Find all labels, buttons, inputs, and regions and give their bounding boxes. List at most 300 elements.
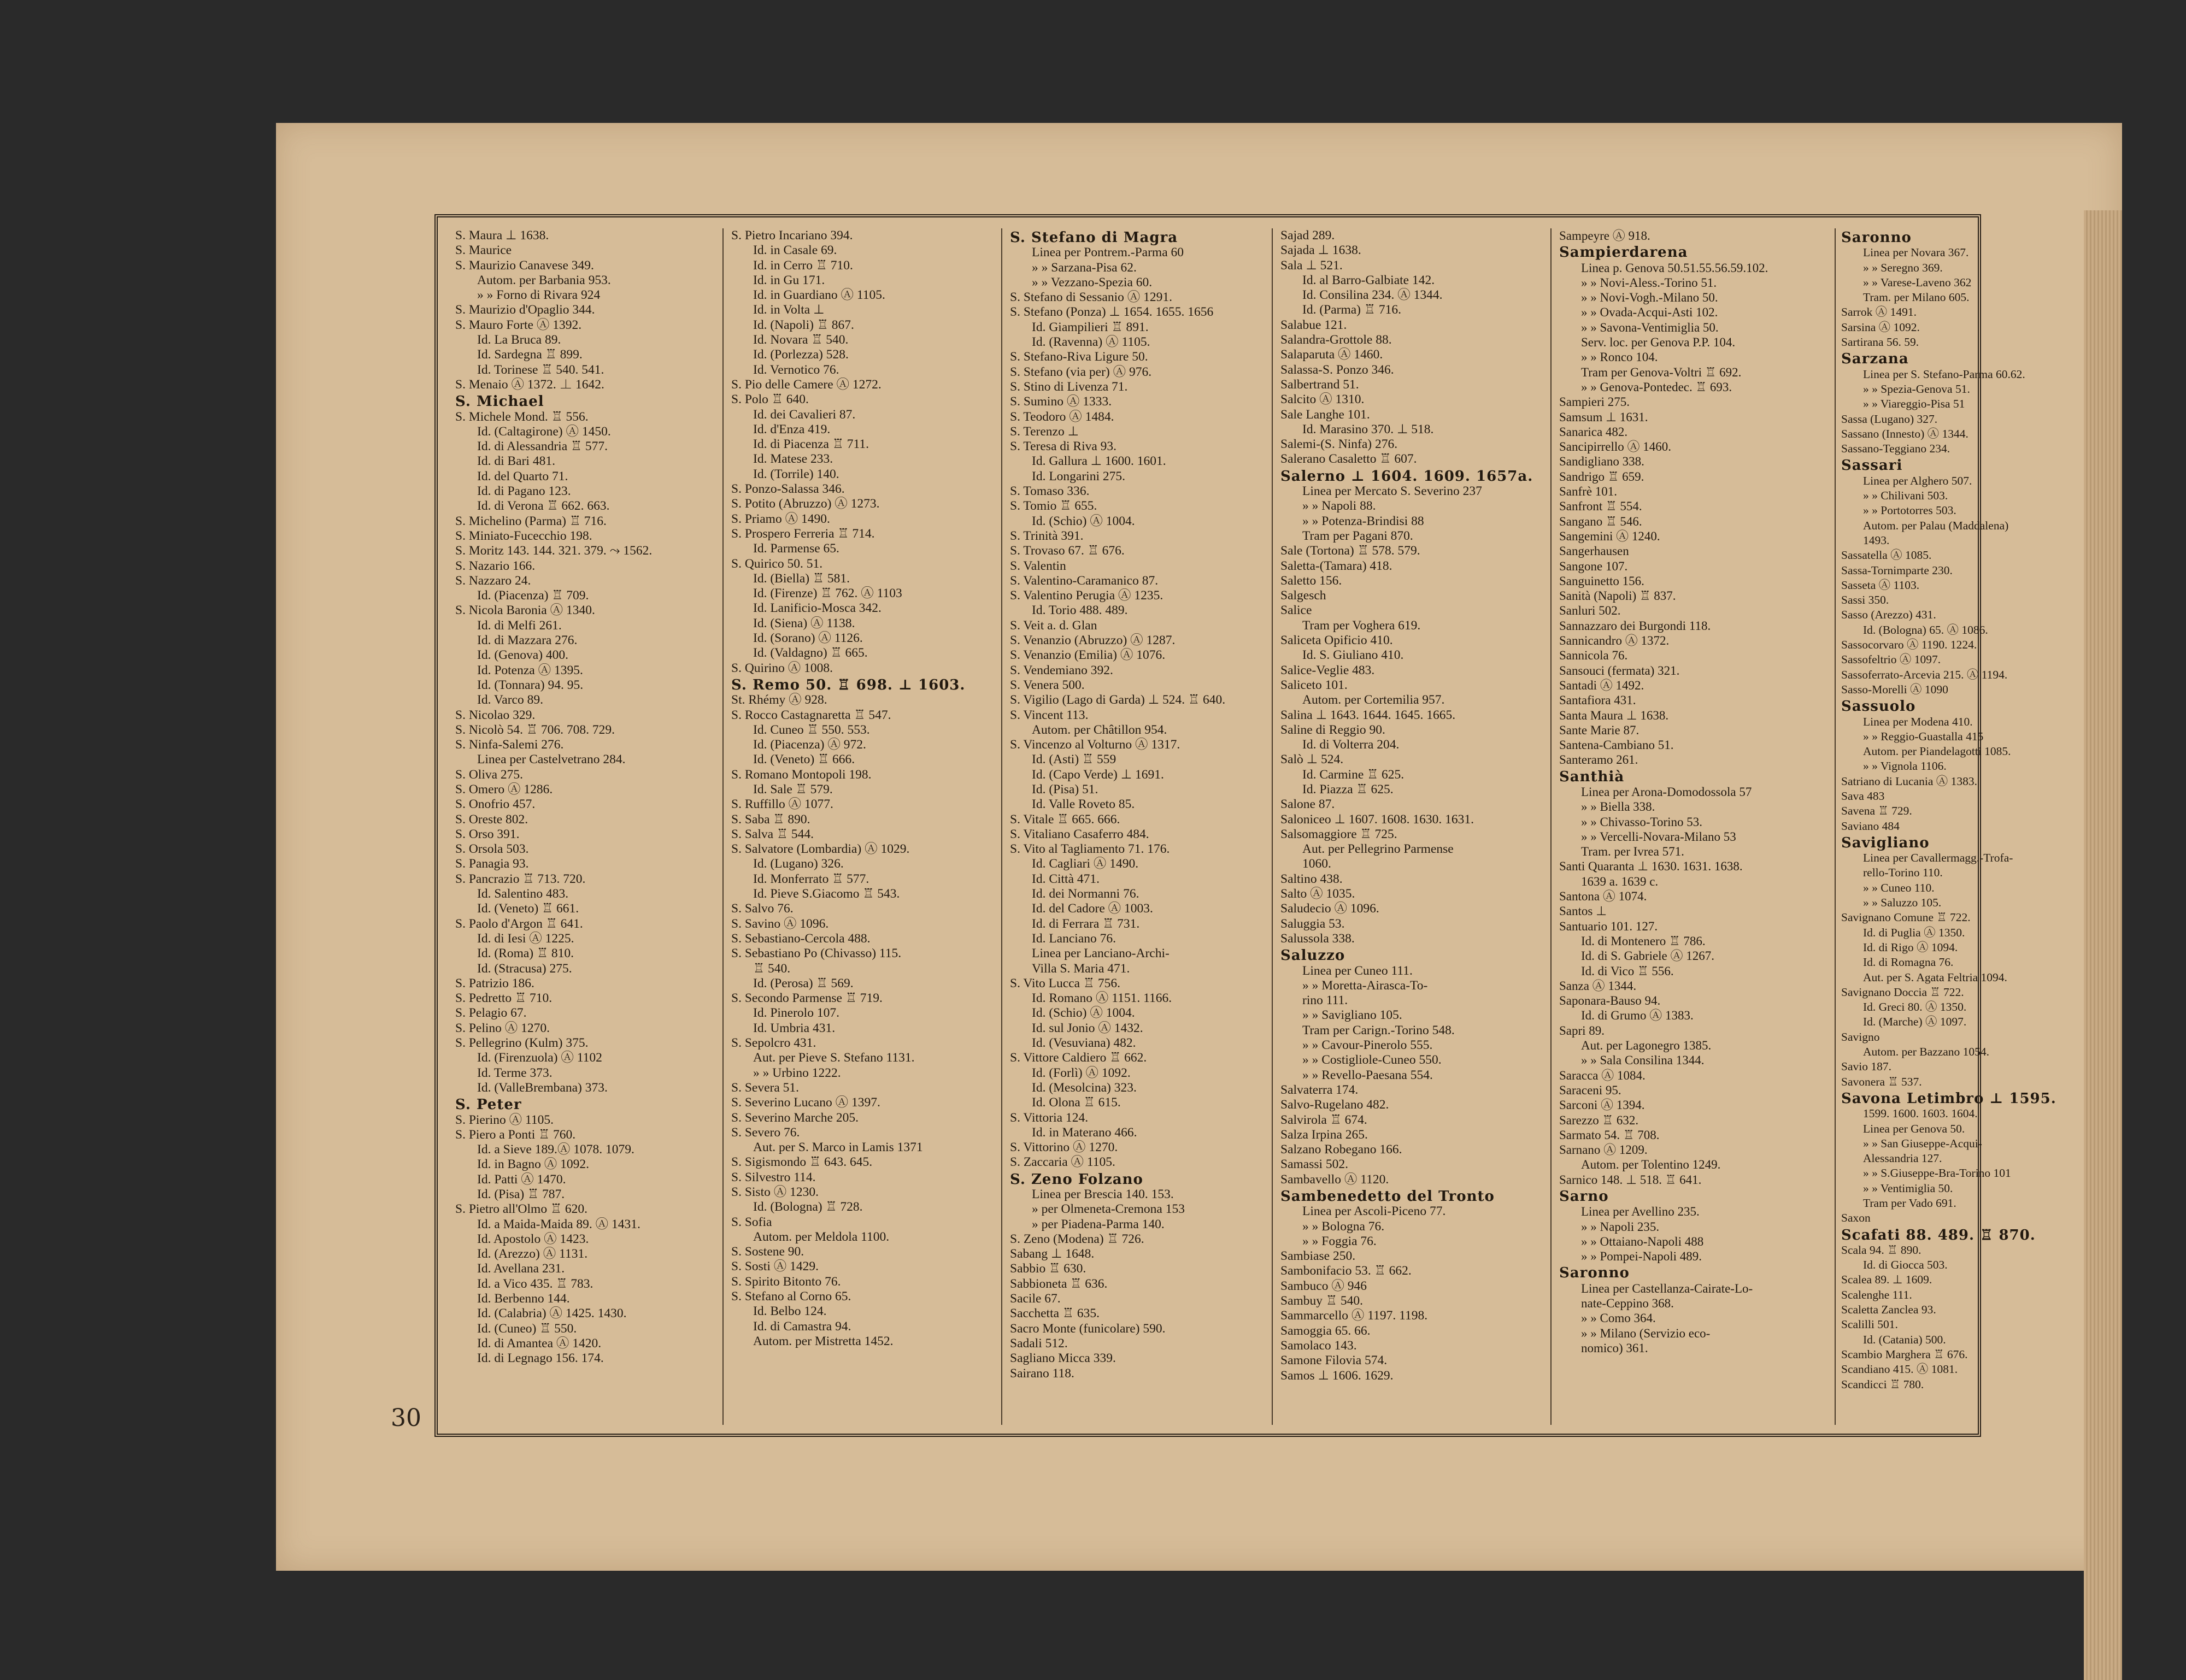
index-entry: Id. Carmine ♖ 625.	[1302, 767, 1405, 782]
index-entry: S. Valentino-Caramanico 87.	[1010, 573, 1159, 588]
index-entry: S. Oreste 802.	[455, 812, 528, 827]
index-entry: Id. Lanificio-Mosca 342.	[753, 601, 882, 616]
index-entry: Sarnico 148. ⊥ 518. ♖ 641.	[1559, 1172, 1702, 1187]
index-entry: Sanluri 502.	[1559, 604, 1621, 618]
index-entry: S. Miniato-Fucecchio 198.	[455, 528, 592, 543]
index-entry: Id. in Materano 466.	[1032, 1125, 1137, 1140]
index-entry: S. Stefano al Corno 65.	[731, 1289, 851, 1304]
index-entry: Sadali 512.	[1010, 1336, 1068, 1351]
index-entry: Id. Matese 233.	[753, 452, 833, 467]
index-entry: Scandiano 415. Ⓐ 1081.	[1841, 1363, 1958, 1376]
index-entry: Linea per S. Stefano-Parma 60.62.	[1863, 367, 2025, 381]
index-entry: Saraceni 95.	[1559, 1083, 1621, 1097]
index-entry: Id. in Guardiano Ⓐ 1105.	[753, 288, 885, 303]
index-entry: Saludecio Ⓐ 1096.	[1280, 901, 1379, 916]
index-entry: Aut. per S. Marco in Lamis 1371	[753, 1140, 923, 1155]
index-entry: Id. Cagliari Ⓐ 1490.	[1032, 857, 1139, 871]
index-heading: S. Michael	[455, 393, 544, 410]
index-entry: Sassatella Ⓐ 1085.	[1841, 549, 1932, 562]
index-entry: Tram per Voghera 619.	[1302, 618, 1421, 633]
index-entry: Autom. per Barbania 953.	[477, 273, 611, 287]
index-entry: » » Pompei-Napoli 489.	[1581, 1249, 1702, 1264]
index-entry: S. Venanzio (Emilia) Ⓐ 1076.	[1010, 648, 1166, 663]
index-entry: Sartirana 56. 59.	[1841, 335, 1919, 349]
index-entry: S. Sofia	[731, 1215, 772, 1229]
index-entry: S. Quirino Ⓐ 1008.	[731, 661, 833, 675]
index-entry: Sarconi Ⓐ 1394.	[1559, 1098, 1645, 1112]
index-entry: Linea per Lanciano-Archi-	[1032, 946, 1170, 961]
index-entry: S. Ninfa-Salemi 276.	[455, 738, 564, 752]
index-entry: Sabbio ♖ 630.	[1010, 1262, 1086, 1276]
index-entry: S. Oliva 275.	[455, 767, 524, 782]
index-entry: S. Vito Lucca ♖ 756.	[1010, 976, 1120, 991]
index-entry: Linea per Cavallermagg.-Trofa-	[1863, 851, 2013, 865]
index-entry: S. Panagia 93.	[455, 857, 529, 871]
index-entry: Salussola 338.	[1280, 931, 1355, 946]
index-entry: Sale Langhe 101.	[1280, 407, 1370, 422]
index-entry: Id. Umbria 431.	[753, 1021, 836, 1035]
index-entry: Id. Torio 488. 489.	[1032, 603, 1128, 618]
index-entry: Id. (Bologna) 65. Ⓐ 1086.	[1863, 623, 1988, 636]
index-entry: S. Maurizio d'Opaglio 344.	[455, 303, 595, 317]
index-entry: » » Spezia-Genova 51.	[1863, 382, 1970, 396]
index-entry: Tram. per Milano 605.	[1863, 291, 1970, 304]
index-entry: Id. di Puglia Ⓐ 1350.	[1863, 926, 1965, 939]
index-entry: Sacchetta ♖ 635.	[1010, 1306, 1100, 1321]
index-entry: Id. (Piacenza) ♖ 709.	[477, 588, 589, 603]
index-entry: Aut. per Pellegrino Parmense	[1302, 842, 1454, 857]
index-entry: S. Trinità 391.	[1010, 528, 1084, 543]
index-entry: » » Sala Consilina 1344.	[1581, 1053, 1705, 1068]
index-entry: Id. (Forlì) Ⓐ 1092.	[1032, 1065, 1131, 1080]
index-entry: Sala ⊥ 521.	[1280, 258, 1343, 273]
index-entry: Sarrok Ⓐ 1491.	[1841, 305, 1917, 319]
index-entry: Id. (Porlezza) 528.	[753, 347, 849, 362]
index-entry: » » Moretta-Airasca-To-	[1302, 978, 1428, 993]
index-entry: Id. Marasino 370. ⊥ 518.	[1302, 422, 1434, 437]
index-entry: Sammarcello Ⓐ 1197. 1198.	[1280, 1308, 1428, 1323]
index-entry: S. Vittore Caldiero ♖ 662.	[1010, 1051, 1147, 1065]
index-entry: S. Sisto Ⓐ 1230.	[731, 1185, 819, 1199]
index-entry: S. Nicolò 54. ♖ 706. 708. 729.	[455, 722, 615, 737]
index-entry: Id. Pinerolo 107.	[753, 1006, 839, 1021]
index-entry: » » Ovada-Acqui-Asti 102.	[1581, 305, 1718, 320]
index-entry: » » Cavour-Pinerolo 555.	[1302, 1038, 1433, 1053]
index-entry: S. Tomio ♖ 655.	[1010, 499, 1097, 514]
index-entry: » per Olmeneta-Cremona 153	[1032, 1202, 1185, 1217]
index-entry: Id. di S. Gabriele Ⓐ 1267.	[1581, 949, 1715, 963]
index-entry: S. Pellegrino (Kulm) 375.	[455, 1036, 589, 1051]
index-entry: Id. di Ferrara ♖ 731.	[1032, 916, 1140, 931]
index-entry: Sapri 89.	[1559, 1023, 1605, 1038]
index-entry: Salsomaggiore ♖ 725.	[1280, 827, 1397, 841]
index-entry: Linea per Castellanza-Cairate-Lo-	[1581, 1281, 1753, 1295]
index-entry: Id. di Piacenza ♖ 711.	[753, 437, 869, 452]
index-entry: » » Saluzzo 105.	[1863, 896, 1942, 910]
index-entry: S. Salvo 76.	[731, 901, 794, 916]
index-entry: S. Saba ♖ 890.	[731, 812, 810, 827]
index-entry: Sambonifacio 53. ♖ 662.	[1280, 1264, 1412, 1278]
index-entry: Saliceto 101.	[1280, 677, 1348, 692]
index-entry: Id. (Piacenza) Ⓐ 972.	[753, 738, 866, 752]
index-entry: » » Varese-Laveno 362	[1863, 275, 1972, 289]
index-entry: S. Vito al Tagliamento 71. 176.	[1010, 842, 1170, 857]
index-entry: Linea per Brescia 140. 153.	[1032, 1187, 1174, 1201]
index-entry: Id. Città 471.	[1032, 871, 1100, 886]
index-entry: S. Mauro Forte Ⓐ 1392.	[455, 317, 582, 332]
index-entry: Salaparuta Ⓐ 1460.	[1280, 347, 1383, 362]
index-entry: S. Pietro all'Olmo ♖ 620.	[455, 1202, 588, 1217]
index-entry: Satriano di Lucania Ⓐ 1383.	[1841, 774, 1977, 788]
index-entry: Salbertrand 51.	[1280, 377, 1359, 392]
index-entry: Id. (Asti) ♖ 559	[1032, 752, 1116, 767]
index-entry: S. Maurice	[455, 243, 512, 258]
index-entry: S. Priamo Ⓐ 1490.	[731, 511, 830, 526]
index-entry: Sante Marie 87.	[1559, 723, 1640, 737]
index-entry: Id. al Barro-Galbiate 142.	[1302, 273, 1435, 287]
index-entry: » » Savona-Ventimiglia 50.	[1581, 320, 1719, 334]
index-entry: S. Vincenzo al Volturno Ⓐ 1317.	[1010, 738, 1180, 752]
index-entry: » » Sarzana-Pisa 62.	[1032, 260, 1137, 275]
index-entry: Sangerhausen	[1559, 544, 1629, 558]
index-entry: Saracca Ⓐ 1084.	[1559, 1068, 1646, 1082]
index-entry: S. Maurizio Canavese 349.	[455, 258, 594, 273]
index-entry: Sannazzaro dei Burgondi 118.	[1559, 618, 1711, 633]
index-entry: S. Salva ♖ 544.	[731, 827, 814, 841]
index-entry: Sannicandro Ⓐ 1372.	[1559, 634, 1670, 648]
index-entry: Id. (Biella) ♖ 581.	[753, 571, 850, 586]
index-entry: Santa Maura ⊥ 1638.	[1559, 708, 1669, 722]
index-entry: Sabang ⊥ 1648.	[1010, 1247, 1095, 1262]
index-entry: Salabue 121.	[1280, 317, 1347, 332]
index-entry: Savignano Doccia ♖ 722.	[1841, 985, 1964, 999]
index-entry: S. Romano Montopoli 198.	[731, 767, 872, 782]
index-entry: Id. (Catania) 500.	[1863, 1333, 1946, 1346]
index-entry: Id. in Cerro ♖ 710.	[753, 258, 853, 273]
index-entry: » » Ottaiano-Napoli 488	[1581, 1234, 1704, 1248]
index-entry: Id. di Verona ♖ 662. 663.	[477, 499, 610, 514]
index-entry: Sanguinetto 156.	[1559, 574, 1644, 588]
index-entry: » per Piadena-Parma 140.	[1032, 1217, 1165, 1231]
index-entry: Sale (Tortona) ♖ 578. 579.	[1280, 544, 1420, 558]
index-entry: Sangano ♖ 546.	[1559, 514, 1642, 528]
index-entry: Sassi 350.	[1841, 593, 1889, 607]
index-entry: Autom. per Cortemilia 957.	[1302, 693, 1445, 708]
index-entry: S. Sigismondo ♖ 643. 645.	[731, 1155, 873, 1170]
index-entry: S. Quirico 50. 51.	[731, 556, 823, 571]
index-entry: Santeramo 261.	[1559, 753, 1638, 767]
index-entry: S. Rocco Castagnaretta ♖ 547.	[731, 708, 891, 722]
page-edge	[2084, 210, 2122, 1680]
index-entry: Id. Lanciano 76.	[1032, 931, 1116, 946]
index-entry: Id. S. Giuliano 410.	[1302, 648, 1404, 663]
index-entry: S. Pancrazio ♖ 713. 720.	[455, 871, 586, 886]
index-entry: » » Portotorres 503.	[1863, 504, 1956, 517]
index-entry: Saviano 484	[1841, 819, 1900, 833]
index-entry: Salerano Casaletto ♖ 607.	[1280, 452, 1417, 467]
index-entry: Id. Potenza Ⓐ 1395.	[477, 663, 583, 677]
index-entry: Salone 87.	[1280, 797, 1335, 812]
index-entry: S. Menaio Ⓐ 1372. ⊥ 1642.	[455, 377, 604, 392]
index-entry: Savena ♖ 729.	[1841, 804, 1912, 818]
index-entry: Id. Romano Ⓐ 1151. 1166.	[1032, 991, 1172, 1006]
index-entry: Id. di Grumo Ⓐ 1383.	[1581, 1009, 1694, 1023]
index-entry: Sanarica 482.	[1559, 425, 1628, 439]
index-entry: Sanfront ♖ 554.	[1559, 499, 1642, 514]
index-entry: Id. Avellana 231.	[477, 1262, 565, 1276]
index-entry: Id. (Firenze) ♖ 762. Ⓐ 1103	[753, 586, 902, 601]
index-entry: Id. (Veneto) ♖ 661.	[477, 901, 579, 916]
index-entry: » » Costigliole-Cuneo 550.	[1302, 1053, 1442, 1068]
index-entry: » » Chivasso-Torino 53.	[1581, 815, 1702, 829]
index-entry: » » Novi-Vogh.-Milano 50.	[1581, 291, 1718, 305]
index-column-4	[1272, 228, 1550, 1425]
index-entry: Sacile 67.	[1010, 1292, 1061, 1306]
index-entry: S. Patrizio 186.	[455, 976, 534, 991]
index-entry: » » Napoli 88.	[1302, 499, 1376, 514]
index-entry: Sava 483	[1841, 789, 1885, 803]
index-entry: S. Stefano-Riva Ligure 50.	[1010, 350, 1148, 364]
index-entry: Id. (Tonnara) 94. 95.	[477, 677, 584, 692]
index-heading: Sambenedetto del Tronto	[1280, 1188, 1495, 1205]
index-entry: » » Vercelli-Novara-Milano 53	[1581, 829, 1736, 844]
index-entry: Id. (Roma) ♖ 810.	[477, 946, 574, 961]
index-entry: S. Potito (Abruzzo) Ⓐ 1273.	[731, 497, 880, 511]
index-entry: Id. La Bruca 89.	[477, 333, 561, 347]
index-entry: » » Urbino 1222.	[753, 1065, 841, 1080]
index-entry: Id. a Vico 435. ♖ 783.	[477, 1276, 593, 1291]
index-entry: Id. di Volterra 204.	[1302, 738, 1400, 752]
index-entry: Id. (Ravenna) Ⓐ 1105.	[1032, 335, 1150, 350]
index-entry: Id. (Mesolcina) 323.	[1032, 1080, 1137, 1095]
index-entry: Sandrigo ♖ 659.	[1559, 469, 1644, 484]
index-entry: Santuario 101. 127.	[1559, 919, 1658, 933]
index-entry: St. Rhémy Ⓐ 928.	[731, 693, 827, 708]
index-entry: Id. Vernotico 76.	[753, 362, 839, 377]
index-entry: Sassano-Teggiano 234.	[1841, 442, 1950, 456]
index-entry: Autom. per Tolentino 1249.	[1581, 1158, 1721, 1172]
index-entry: Id. di Legnago 156. 174.	[477, 1351, 604, 1366]
index-entry: Scaletta Zanclea 93.	[1841, 1303, 1936, 1317]
index-entry: Id. in Bagno Ⓐ 1092.	[477, 1157, 589, 1172]
index-entry: S. Onofrio 457.	[455, 797, 536, 812]
index-entry: 1599. 1600. 1603. 1604.	[1863, 1107, 1978, 1121]
index-entry: Salemi-(S. Ninfa) 276.	[1280, 437, 1398, 452]
index-entry: Aut. per Pieve S. Stefano 1131.	[753, 1051, 915, 1065]
index-entry: Id. Novara ♖ 540.	[753, 333, 849, 347]
index-entry: S. Nazzaro 24.	[455, 573, 531, 588]
index-entry: Id. Terme 373.	[477, 1065, 553, 1080]
index-entry: Tram. per Ivrea 571.	[1581, 845, 1684, 859]
index-entry: S. Stefano (via per) Ⓐ 976.	[1010, 364, 1152, 379]
index-entry: Id. (Arezzo) Ⓐ 1131.	[477, 1247, 588, 1262]
index-entry: S. Michele Mond. ♖ 556.	[455, 409, 589, 424]
index-entry: S. Pietro Incariano 394.	[731, 228, 853, 243]
index-entry: Sambiase 250.	[1280, 1249, 1356, 1264]
index-entry: S. Veit a. d. Glan	[1010, 618, 1097, 633]
index-entry: Id. (Genova) 400.	[477, 648, 569, 663]
index-entry: Saxon	[1841, 1211, 1871, 1225]
index-entry: Salice-Veglie 483.	[1280, 663, 1375, 677]
index-entry: Id. Consilina 234. Ⓐ 1344.	[1302, 288, 1443, 303]
index-entry: Sampeyre Ⓐ 918.	[1559, 229, 1650, 243]
index-entry: S. Paolo d'Argon ♖ 641.	[455, 916, 583, 931]
index-heading: Santhià	[1559, 768, 1625, 785]
index-entry: S. Tomaso 336.	[1010, 484, 1090, 499]
index-entry: Saluggia 53.	[1280, 916, 1345, 931]
index-entry: Tram per Vado 691.	[1863, 1196, 1956, 1210]
index-column-2	[722, 228, 1001, 1425]
index-entry: Id. (Stracusa) 275.	[477, 961, 572, 976]
index-entry: S. Nicola Baronia Ⓐ 1340.	[455, 603, 595, 618]
index-entry: Sangone 107.	[1559, 559, 1628, 573]
index-entry: Scambio Marghera ♖ 676.	[1841, 1347, 1968, 1361]
index-entry: » » Seregno 369.	[1863, 261, 1943, 274]
index-entry: Sasso (Arezzo) 431.	[1841, 608, 1936, 622]
index-entry: S. Valentin	[1010, 558, 1066, 573]
index-entry: Id. (Firenzuola) Ⓐ 1102	[477, 1051, 602, 1065]
index-entry: Sanfrè 101.	[1559, 485, 1618, 499]
index-entry: Autom. per Bazzano 1054.	[1863, 1045, 1990, 1059]
index-heading: Savona Letimbro ⊥ 1595.	[1841, 1090, 2056, 1107]
index-entry: Linea p. Genova 50.51.55.56.59.102.	[1581, 261, 1768, 275]
index-entry: Id. (Siena) Ⓐ 1138.	[753, 616, 855, 630]
index-entry: » » Viareggio-Pisa 51	[1863, 397, 1965, 411]
index-entry: Salò ⊥ 524.	[1280, 752, 1344, 767]
index-heading: Sarzana	[1841, 351, 1909, 368]
index-entry: S. Vigilio (Lago di Garda) ⊥ 524. ♖ 640.	[1010, 693, 1226, 708]
index-entry: S. Ruffillo Ⓐ 1077.	[731, 797, 833, 812]
index-entry: Id. Monferrato ♖ 577.	[753, 871, 869, 886]
index-entry: Salgesch	[1280, 588, 1326, 603]
index-entry: Autom. per Palau (Maddalena)	[1863, 518, 2009, 532]
index-entry: Samone Filovia 574.	[1280, 1353, 1388, 1368]
index-entry: Saloniceo ⊥ 1607. 1608. 1630. 1631.	[1280, 812, 1474, 827]
index-heading: Saronno	[1559, 1265, 1630, 1282]
index-entry: Santona Ⓐ 1074.	[1559, 889, 1647, 904]
index-entry: Scala 94. ♖ 890.	[1841, 1243, 1921, 1257]
index-entry: Id. di Amantea Ⓐ 1420.	[477, 1336, 602, 1351]
index-entry: S. Silvestro 114.	[731, 1170, 816, 1184]
index-entry: » » Como 364.	[1581, 1311, 1656, 1325]
index-entry: Sampieri 275.	[1559, 395, 1630, 409]
index-entry: Id. in Casale 69.	[753, 243, 837, 258]
index-entry: Id. di Giocca 503.	[1863, 1258, 1948, 1272]
index-entry: Id. (Vesuviana) 482.	[1032, 1036, 1136, 1051]
index-entry: Id. di Iesi Ⓐ 1225.	[477, 931, 574, 946]
index-entry: Samsum ⊥ 1631.	[1559, 410, 1648, 424]
index-entry: Santadi Ⓐ 1492.	[1559, 678, 1644, 692]
index-entry: S. Vincent 113.	[1010, 708, 1089, 722]
index-entry: rino 111.	[1302, 993, 1348, 1008]
index-entry: Sassofeltrio Ⓐ 1097.	[1841, 653, 1941, 667]
index-entry: Santos ⊥	[1559, 904, 1607, 918]
index-entry: Linea per Cuneo 111.	[1302, 963, 1413, 978]
index-heading: S. Stefano di Magra	[1010, 229, 1178, 246]
index-entry: Sajada ⊥ 1638.	[1280, 243, 1361, 258]
index-entry: S. Teresa di Riva 93.	[1010, 439, 1117, 454]
index-entry: Id. (Parma) ♖ 716.	[1302, 303, 1401, 317]
index-entry: S. Savino Ⓐ 1096.	[731, 916, 829, 931]
index-entry: Id. Varco 89.	[477, 693, 543, 708]
index-entry: S. Terenzo ⊥	[1010, 424, 1079, 439]
index-entry: S. Sebastiano Po (Chivasso) 115.	[731, 946, 902, 961]
index-entry: Id. Sardegna ♖ 899.	[477, 347, 583, 362]
index-entry: Id. Patti Ⓐ 1470.	[477, 1172, 566, 1187]
index-heading: S. Remo 50. ♖ 698. ⊥ 1603.	[731, 676, 966, 693]
index-entry: S. Pedretto ♖ 710.	[455, 991, 553, 1006]
index-entry: » » Vezzano-Spezia 60.	[1032, 275, 1153, 290]
index-entry: Saline di Reggio 90.	[1280, 722, 1385, 737]
index-entry: Id. (Cuneo) ♖ 550.	[477, 1321, 577, 1336]
index-entry: Samolaco 143.	[1280, 1338, 1357, 1353]
index-entry: S. Sebastiano-Cercola 488.	[731, 931, 871, 946]
page	[276, 123, 2122, 1571]
index-entry: Villa S. Maria 471.	[1032, 961, 1130, 976]
index-entry: Sanità (Napoli) ♖ 837.	[1559, 589, 1676, 603]
index-entry: Id. (Capo Verde) ⊥ 1691.	[1032, 767, 1164, 782]
index-entry: Autom. per Piandelagotti 1085.	[1863, 745, 2011, 758]
index-entry: S. Venanzio (Abruzzo) Ⓐ 1287.	[1010, 633, 1176, 648]
index-entry: S. Piero a Ponti ♖ 760.	[455, 1127, 576, 1142]
index-entry: S. Vittoria 124.	[1010, 1110, 1089, 1125]
index-entry: Sassano (Innesto) Ⓐ 1344.	[1841, 427, 1968, 440]
index-entry: rello-Torino 110.	[1863, 866, 1943, 880]
index-entry: Salina ⊥ 1643. 1644. 1645. 1665.	[1280, 708, 1456, 722]
index-entry: S. Pelagio 67.	[455, 1006, 527, 1021]
index-entry: Id. in Volta ⊥	[753, 303, 825, 317]
index-entry: Sarsina Ⓐ 1092.	[1841, 320, 1920, 334]
index-entry: Sambuy ♖ 540.	[1280, 1294, 1363, 1308]
index-entry: Santena-Cambiano 51.	[1559, 738, 1674, 752]
index-entry: Salzano Robegano 166.	[1280, 1142, 1402, 1157]
index-entry: Id. (Torrile) 140.	[753, 467, 839, 481]
index-entry: Id. di Rigo Ⓐ 1094.	[1863, 940, 1958, 954]
index-entry: S. Severo 76.	[731, 1125, 800, 1140]
index-entry: Id. del Quarto 71.	[477, 469, 568, 484]
index-entry: Id. dei Cavalieri 87.	[753, 407, 856, 422]
index-entry: Id. in Gu 171.	[753, 273, 825, 287]
index-entry: Id. Berbenno 144.	[477, 1292, 570, 1306]
index-entry: Sairano 118.	[1010, 1366, 1074, 1381]
index-heading: Sassari	[1841, 457, 1903, 474]
index-entry: Scalilli 501.	[1841, 1318, 1898, 1331]
index-entry: Id. Apostolo Ⓐ 1423.	[477, 1231, 589, 1246]
index-entry: S. Severino Lucano Ⓐ 1397.	[731, 1095, 880, 1110]
index-entry: S. Sostene 90.	[731, 1245, 804, 1259]
index-entry: S. Pelino Ⓐ 1270.	[455, 1021, 550, 1035]
index-heading: Scafati 88. 489. ♖ 870.	[1841, 1227, 2036, 1243]
index-entry: Id. (Bologna) ♖ 728.	[753, 1200, 863, 1215]
index-entry: Linea per Novara 367.	[1863, 246, 1969, 260]
index-entry: S. Ponzo-Salassa 346.	[731, 482, 845, 497]
index-entry: Sansouci (fermata) 321.	[1559, 663, 1680, 677]
index-entry: Autom. per Mistretta 1452.	[753, 1334, 894, 1348]
index-heading: S. Zeno Folzano	[1010, 1171, 1143, 1188]
index-entry: Savio 187.	[1841, 1060, 1891, 1074]
index-entry: Id. dei Normanni 76.	[1032, 887, 1139, 901]
index-entry: Sangemini Ⓐ 1240.	[1559, 529, 1660, 543]
index-entry: » » Ventimiglia 50.	[1863, 1181, 1953, 1195]
index-entry: S. Michelino (Parma) ♖ 716.	[455, 514, 607, 528]
index-entry: Id. (Calabria) Ⓐ 1425. 1430.	[477, 1306, 627, 1321]
index-entry: S. Nazario 166.	[455, 558, 536, 573]
index-entry: Id. Longarini 275.	[1032, 469, 1125, 484]
index-entry: S. Severa 51.	[731, 1080, 800, 1095]
index-entry: » » S.Giuseppe-Bra-Torino 101	[1863, 1166, 2011, 1180]
index-column-6	[1835, 228, 2056, 1425]
index-entry: Samoggia 65. 66.	[1280, 1323, 1371, 1338]
